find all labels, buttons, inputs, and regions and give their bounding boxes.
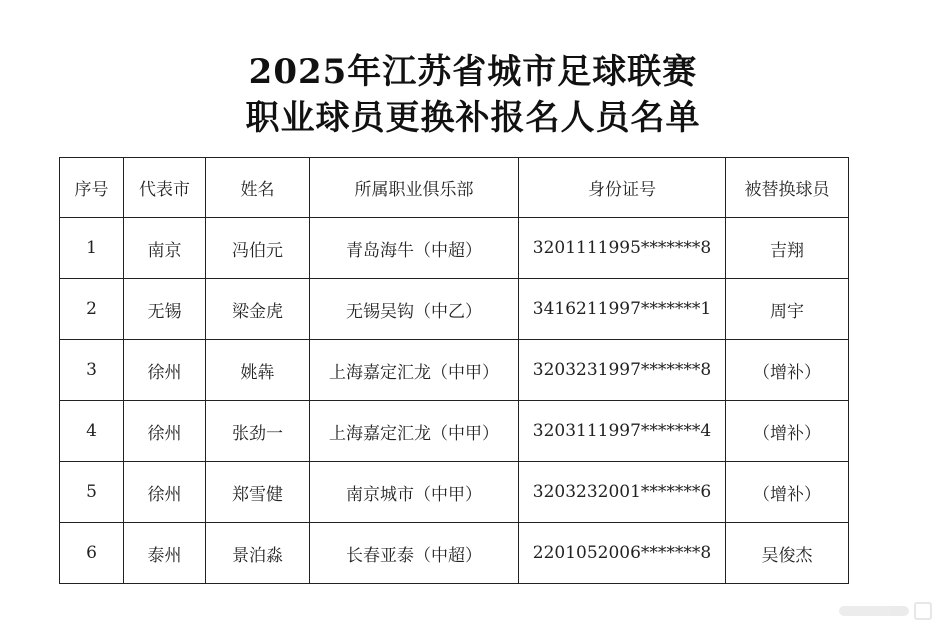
header-club: 所属职业俱乐部 <box>310 158 519 218</box>
header-city: 代表市 <box>124 158 206 218</box>
cell-city: 徐州 <box>124 340 206 401</box>
document-title-line2: 职业球员更换补报名人员名单 <box>245 98 701 138</box>
cell-city: 泰州 <box>124 523 206 584</box>
cell-club: 长春亚泰（中超） <box>310 523 519 584</box>
cell-replaced-player: （增补） <box>726 462 849 523</box>
watermark-bar <box>839 606 909 616</box>
cell-id-number: 3201111995*******8 <box>519 218 726 279</box>
cell-replaced-player: （增补） <box>726 340 849 401</box>
cell-id-number: 3203232001*******6 <box>519 462 726 523</box>
cell-replaced-player: 吴俊杰 <box>726 523 849 584</box>
header-name: 姓名 <box>206 158 310 218</box>
watermark-logo-icon <box>914 602 932 620</box>
roster-table <box>59 157 849 584</box>
watermark <box>812 600 932 622</box>
table-row <box>60 462 849 523</box>
cell-replaced-player: （增补） <box>726 401 849 462</box>
cell-index: 2 <box>60 279 124 340</box>
cell-index: 1 <box>60 218 124 279</box>
cell-city: 徐州 <box>124 401 206 462</box>
header-index: 序号 <box>60 158 124 218</box>
table-row <box>60 279 849 340</box>
table-row <box>60 218 849 279</box>
table-header-row <box>60 158 849 218</box>
cell-city: 南京 <box>124 218 206 279</box>
cell-name: 郑雪健 <box>206 462 310 523</box>
cell-id-number: 2201052006*******8 <box>519 523 726 584</box>
table-row <box>60 523 849 584</box>
cell-id-number: 3203231997*******8 <box>519 340 726 401</box>
document-title-line1: 2025年江苏省城市足球联赛 <box>248 52 698 92</box>
header-replaced-player: 被替换球员 <box>726 158 849 218</box>
cell-club: 无锡吴钩（中乙） <box>310 279 519 340</box>
table-row <box>60 340 849 401</box>
cell-index: 4 <box>60 401 124 462</box>
cell-name: 冯伯元 <box>206 218 310 279</box>
cell-replaced-player: 周宇 <box>726 279 849 340</box>
cell-id-number: 3416211997*******1 <box>519 279 726 340</box>
cell-city: 徐州 <box>124 462 206 523</box>
cell-name: 景泊淼 <box>206 523 310 584</box>
cell-club: 南京城市（中甲） <box>310 462 519 523</box>
cell-index: 6 <box>60 523 124 584</box>
cell-club: 青岛海牛（中超） <box>310 218 519 279</box>
cell-club: 上海嘉定汇龙（中甲） <box>310 340 519 401</box>
cell-index: 3 <box>60 340 124 401</box>
cell-id-number: 3203111997*******4 <box>519 401 726 462</box>
cell-name: 张劲一 <box>206 401 310 462</box>
cell-name: 姚犇 <box>206 340 310 401</box>
cell-city: 无锡 <box>124 279 206 340</box>
cell-name: 梁金虎 <box>206 279 310 340</box>
table-row <box>60 401 849 462</box>
cell-replaced-player: 吉翔 <box>726 218 849 279</box>
header-id-number: 身份证号 <box>519 158 726 218</box>
cell-club: 上海嘉定汇龙（中甲） <box>310 401 519 462</box>
cell-index: 5 <box>60 462 124 523</box>
